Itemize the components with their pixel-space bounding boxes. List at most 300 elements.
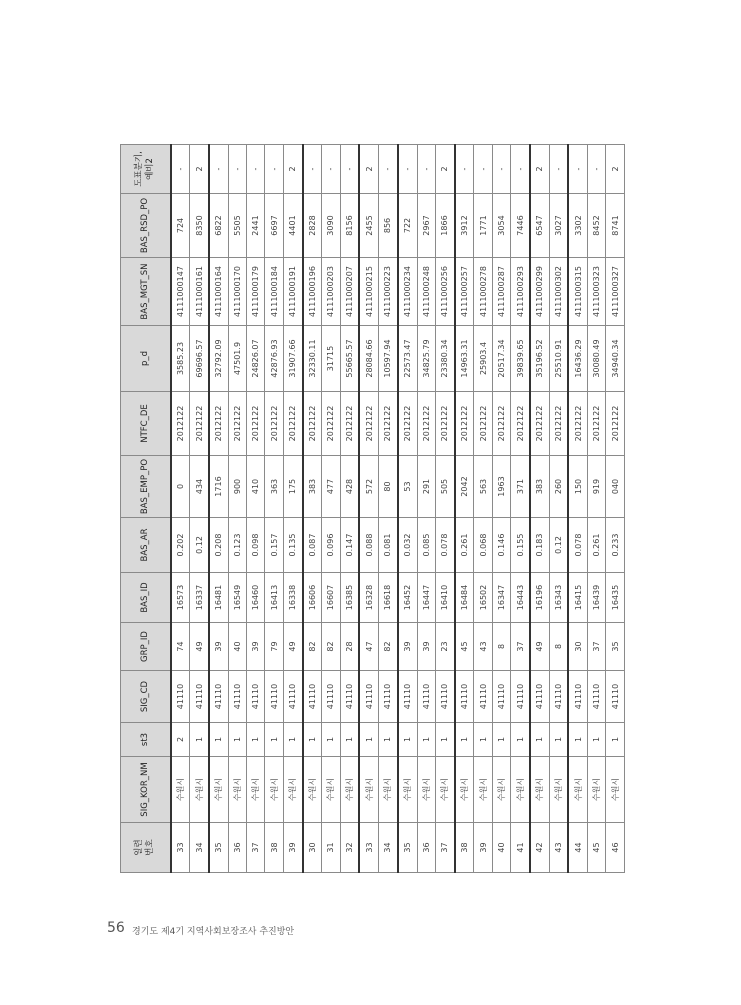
table-cell: 2 <box>530 145 549 194</box>
table-cell: 수원시 <box>340 757 359 823</box>
table-container <box>120 145 625 873</box>
table-cell: 47 <box>359 623 378 671</box>
table-cell: 82 <box>303 623 322 671</box>
table-cell: 5505 <box>228 194 246 258</box>
table-row <box>492 145 510 873</box>
table-cell: 수원시 <box>568 757 587 823</box>
table-cell: 41110 <box>455 671 474 723</box>
table-cell: 69696.57 <box>190 326 209 392</box>
table-cell: 8452 <box>588 194 606 258</box>
table-cell: 42876.93 <box>265 326 283 392</box>
table-cell: 38 <box>455 823 474 873</box>
table-cell: 41110 <box>492 671 510 723</box>
table-cell: 수원시 <box>265 757 283 823</box>
table-row <box>435 145 454 873</box>
table-cell: 41110 <box>549 671 568 723</box>
table-cell: 16347 <box>492 573 510 623</box>
table-cell: 55665.57 <box>340 326 359 392</box>
table-cell: 수원시 <box>435 757 454 823</box>
table-cell: 0.078 <box>435 518 454 573</box>
table-cell: 4111000299 <box>530 258 549 326</box>
table-cell: 4111000256 <box>435 258 454 326</box>
table-cell: 2042 <box>455 456 474 518</box>
table-cell: - <box>511 145 530 194</box>
table-cell: 53 <box>398 456 417 518</box>
table-cell: 41110 <box>435 671 454 723</box>
header-grp-id: GRP_ID <box>121 623 171 671</box>
table-cell: 0.032 <box>398 518 417 573</box>
table-cell: 3912 <box>455 194 474 258</box>
table-cell: - <box>492 145 510 194</box>
table-cell: 2 <box>190 145 209 194</box>
table-cell: 1 <box>417 723 435 757</box>
header-st3: st3 <box>121 723 171 757</box>
table-cell: 14963.31 <box>455 326 474 392</box>
table-cell: 383 <box>530 456 549 518</box>
table-cell: 32 <box>340 823 359 873</box>
table-cell: 41110 <box>283 671 302 723</box>
table-cell: 35 <box>398 823 417 873</box>
table-cell: 39 <box>417 623 435 671</box>
table-cell: 31715 <box>322 326 340 392</box>
table-cell: 2012122 <box>265 392 283 456</box>
header-sig-kor-nm: SIG_KOR_NM <box>121 757 171 823</box>
table-cell: 22573.47 <box>398 326 417 392</box>
table-cell: 43 <box>474 623 492 671</box>
table-cell: 수원시 <box>474 757 492 823</box>
table-cell: 41110 <box>190 671 209 723</box>
table-cell: 수원시 <box>190 757 209 823</box>
table-cell: 31907.66 <box>283 326 302 392</box>
table-cell: 2012122 <box>492 392 510 456</box>
table-cell: 80 <box>379 456 398 518</box>
table-cell: 1 <box>340 723 359 757</box>
table-cell: 1 <box>435 723 454 757</box>
table-cell: 8 <box>492 623 510 671</box>
table-cell: 2012122 <box>417 392 435 456</box>
table-cell: 0.096 <box>322 518 340 573</box>
table-cell: 수원시 <box>303 757 322 823</box>
table-cell: 수원시 <box>171 757 190 823</box>
table-cell: 477 <box>322 456 340 518</box>
table-row <box>228 145 246 873</box>
table-cell: 41110 <box>340 671 359 723</box>
table-cell: 수원시 <box>228 757 246 823</box>
table-cell: 1771 <box>474 194 492 258</box>
table-row <box>417 145 435 873</box>
table-cell: 1716 <box>209 456 228 518</box>
table-cell: 1 <box>228 723 246 757</box>
table-cell: 2012122 <box>511 392 530 456</box>
table-cell: 16439 <box>588 573 606 623</box>
table-cell: 25903.4 <box>474 326 492 392</box>
table-row <box>359 145 378 873</box>
table-row <box>303 145 322 873</box>
data-table <box>120 144 625 873</box>
table-cell: 16415 <box>568 573 587 623</box>
table-row <box>474 145 492 873</box>
table-cell: 10597.94 <box>379 326 398 392</box>
table-cell: 32330.11 <box>303 326 322 392</box>
table-cell: 1 <box>398 723 417 757</box>
table-cell: 2012122 <box>190 392 209 456</box>
table-cell: 363 <box>265 456 283 518</box>
table-cell: 41110 <box>228 671 246 723</box>
table-cell: 2012122 <box>398 392 417 456</box>
table-cell: 41110 <box>417 671 435 723</box>
header-sig-cd: SIG_CD <box>121 671 171 723</box>
table-cell: 16606 <box>303 573 322 623</box>
table-cell: 4111000164 <box>209 258 228 326</box>
table-cell: 41110 <box>247 671 265 723</box>
table-cell: 41110 <box>171 671 190 723</box>
table-cell: 4111000248 <box>417 258 435 326</box>
table-cell: 37 <box>588 623 606 671</box>
table-cell: 1 <box>283 723 302 757</box>
table-cell: - <box>322 145 340 194</box>
table-cell: - <box>455 145 474 194</box>
table-cell: 42 <box>530 823 549 873</box>
table-cell: 41110 <box>398 671 417 723</box>
table-cell: 수원시 <box>322 757 340 823</box>
table-cell: 28084.66 <box>359 326 378 392</box>
table-cell: 37 <box>247 823 265 873</box>
table-cell: 1 <box>549 723 568 757</box>
table-cell: 2012122 <box>340 392 359 456</box>
table-cell: - <box>474 145 492 194</box>
table-cell: 371 <box>511 456 530 518</box>
table-cell: 2441 <box>247 194 265 258</box>
table-cell: 2012122 <box>379 392 398 456</box>
table-cell: 0.135 <box>283 518 302 573</box>
table-cell: 44 <box>568 823 587 873</box>
table-cell: 6547 <box>530 194 549 258</box>
table-cell: 1 <box>322 723 340 757</box>
table-cell: 4111000161 <box>190 258 209 326</box>
table-cell: 2828 <box>303 194 322 258</box>
table-cell: 4111000302 <box>549 258 568 326</box>
table-cell: 4111000215 <box>359 258 378 326</box>
table-cell: 41110 <box>530 671 549 723</box>
table-cell: - <box>568 145 587 194</box>
table-row <box>340 145 359 873</box>
table-cell: 1 <box>303 723 322 757</box>
table-cell: 505 <box>435 456 454 518</box>
table-cell: 8156 <box>340 194 359 258</box>
table-cell: 39 <box>474 823 492 873</box>
table-row <box>190 145 209 873</box>
table-cell: 0.146 <box>492 518 510 573</box>
table-cell: 2 <box>359 145 378 194</box>
table-cell: 37 <box>511 623 530 671</box>
table-cell: 25510.91 <box>549 326 568 392</box>
table-cell: 16436.29 <box>568 326 587 392</box>
table-cell: 16484 <box>455 573 474 623</box>
table-cell: 46 <box>606 823 625 873</box>
table-cell: 20517.34 <box>492 326 510 392</box>
table-cell: 1 <box>588 723 606 757</box>
table-cell: 2012122 <box>171 392 190 456</box>
table-cell: - <box>303 145 322 194</box>
table-cell: 0.085 <box>417 518 435 573</box>
table-cell: 41110 <box>265 671 283 723</box>
table-cell: 8741 <box>606 194 625 258</box>
table-cell: - <box>247 145 265 194</box>
header-bas-mgt-sn: BAS_MGT_SN <box>121 258 171 326</box>
table-cell: 1866 <box>435 194 454 258</box>
table-cell: 31 <box>322 823 340 873</box>
table-cell: - <box>417 145 435 194</box>
table-cell: 49 <box>190 623 209 671</box>
table-cell: 30 <box>568 623 587 671</box>
table-cell: 수원시 <box>588 757 606 823</box>
table-cell: 410 <box>247 456 265 518</box>
table-cell: 41110 <box>359 671 378 723</box>
table-cell: 24826.07 <box>247 326 265 392</box>
table-cell: 3054 <box>492 194 510 258</box>
table-cell: 1 <box>190 723 209 757</box>
table-cell: 1 <box>511 723 530 757</box>
table-cell: 0.068 <box>474 518 492 573</box>
table-cell: 1 <box>455 723 474 757</box>
table-cell: - <box>379 145 398 194</box>
rotated-table-frame <box>120 145 625 873</box>
table-cell: 47501.9 <box>228 326 246 392</box>
table-cell: 41110 <box>606 671 625 723</box>
table-cell: 41110 <box>511 671 530 723</box>
table-cell: 23 <box>435 623 454 671</box>
table-cell: 16573 <box>171 573 190 623</box>
table-row <box>209 145 228 873</box>
table-cell: 4111000323 <box>588 258 606 326</box>
table-cell: 2012122 <box>549 392 568 456</box>
table-cell: 수원시 <box>283 757 302 823</box>
table-cell: 1963 <box>492 456 510 518</box>
header-bas-ar: BAS_AR <box>121 518 171 573</box>
table-cell: 39 <box>209 623 228 671</box>
table-cell: 수원시 <box>359 757 378 823</box>
table-cell: 040 <box>606 456 625 518</box>
table-cell: 수원시 <box>492 757 510 823</box>
table-cell: 36 <box>417 823 435 873</box>
table-cell: - <box>228 145 246 194</box>
table-row <box>530 145 549 873</box>
header-bas-id: BAS_ID <box>121 573 171 623</box>
table-cell: 34940.34 <box>606 326 625 392</box>
table-cell: 2012122 <box>435 392 454 456</box>
table-cell: 0.261 <box>455 518 474 573</box>
table-cell: 3090 <box>322 194 340 258</box>
table-cell: 0.12 <box>190 518 209 573</box>
table-cell: 2012122 <box>474 392 492 456</box>
table-cell: 4111000223 <box>379 258 398 326</box>
table-cell: 43 <box>549 823 568 873</box>
table-cell: 41110 <box>209 671 228 723</box>
page-caption: 경기도 제4기 지역사회보장조사 추진방안 <box>132 927 295 937</box>
table-cell: 34 <box>379 823 398 873</box>
table-cell: - <box>398 145 417 194</box>
table-cell: 0.147 <box>340 518 359 573</box>
page-number: 56 <box>107 920 125 936</box>
table-row <box>322 145 340 873</box>
table-cell: 4111000278 <box>474 258 492 326</box>
table-row <box>549 145 568 873</box>
table-cell: 1 <box>379 723 398 757</box>
table-cell: 16502 <box>474 573 492 623</box>
table-cell: 수원시 <box>455 757 474 823</box>
table-cell: 0.081 <box>379 518 398 573</box>
table-body <box>171 145 625 873</box>
table-cell: 16435 <box>606 573 625 623</box>
table-cell: 30080.49 <box>588 326 606 392</box>
table-cell: 16338 <box>283 573 302 623</box>
table-cell: 수원시 <box>398 757 417 823</box>
table-cell: 41110 <box>588 671 606 723</box>
table-cell: 16481 <box>209 573 228 623</box>
table-cell: 16196 <box>530 573 549 623</box>
table-cell: 수원시 <box>511 757 530 823</box>
table-cell: 41110 <box>568 671 587 723</box>
table-cell: 2 <box>283 145 302 194</box>
table-cell: 856 <box>379 194 398 258</box>
table-cell: 16447 <box>417 573 435 623</box>
table-cell: 8 <box>549 623 568 671</box>
table-row <box>606 145 625 873</box>
table-cell: 수원시 <box>209 757 228 823</box>
table-cell: 1 <box>209 723 228 757</box>
table-cell: 16413 <box>265 573 283 623</box>
table-cell: 49 <box>283 623 302 671</box>
table-cell: 0.087 <box>303 518 322 573</box>
table-cell: 0.088 <box>359 518 378 573</box>
table-cell: 0.157 <box>265 518 283 573</box>
table-cell: 35196.52 <box>530 326 549 392</box>
table-cell: 1 <box>492 723 510 757</box>
header-bas-emp-po: BAS_EMP_PO <box>121 456 171 518</box>
table-cell: 4111000191 <box>283 258 302 326</box>
table-cell: 291 <box>417 456 435 518</box>
table-cell: 2012122 <box>228 392 246 456</box>
table-cell: 수원시 <box>549 757 568 823</box>
table-cell: 35 <box>209 823 228 873</box>
table-cell: 0.208 <box>209 518 228 573</box>
table-cell: 82 <box>322 623 340 671</box>
table-cell: 0 <box>171 456 190 518</box>
table-row <box>379 145 398 873</box>
table-cell: 4401 <box>283 194 302 258</box>
table-cell: 428 <box>340 456 359 518</box>
table-cell: 2012122 <box>247 392 265 456</box>
table-cell: 수원시 <box>530 757 549 823</box>
table-header-row <box>121 145 171 873</box>
table-cell: 수원시 <box>247 757 265 823</box>
table-cell: 0.261 <box>588 518 606 573</box>
table-cell: 38 <box>265 823 283 873</box>
table-cell: 2967 <box>417 194 435 258</box>
table-cell: 7446 <box>511 194 530 258</box>
table-cell: 2012122 <box>283 392 302 456</box>
table-cell: 1 <box>359 723 378 757</box>
table-cell: 16337 <box>190 573 209 623</box>
table-cell: 2012122 <box>359 392 378 456</box>
table-cell: - <box>340 145 359 194</box>
table-cell: 49 <box>530 623 549 671</box>
table-cell: 79 <box>265 623 283 671</box>
table-cell: 41110 <box>322 671 340 723</box>
table-cell: 150 <box>568 456 587 518</box>
table-cell: 16385 <box>340 573 359 623</box>
table-cell: 74 <box>171 623 190 671</box>
table-cell: 4111000179 <box>247 258 265 326</box>
table-cell: 16328 <box>359 573 378 623</box>
table-cell: 2012122 <box>209 392 228 456</box>
table-cell: - <box>549 145 568 194</box>
table-cell: 6697 <box>265 194 283 258</box>
table-cell: 900 <box>228 456 246 518</box>
table-cell: 33 <box>359 823 378 873</box>
table-cell: 8350 <box>190 194 209 258</box>
table-cell: 16549 <box>228 573 246 623</box>
table-cell: 4111000234 <box>398 258 417 326</box>
table-cell: - <box>588 145 606 194</box>
table-cell: 919 <box>588 456 606 518</box>
table-row <box>455 145 474 873</box>
table-cell: 2012122 <box>322 392 340 456</box>
table-row <box>283 145 302 873</box>
table-cell: 40 <box>492 823 510 873</box>
table-cell: 39 <box>283 823 302 873</box>
table-cell: 수원시 <box>417 757 435 823</box>
header-p-d: p_d <box>121 326 171 392</box>
table-cell: 3585.23 <box>171 326 190 392</box>
table-cell: 4111000196 <box>303 258 322 326</box>
table-cell: 3027 <box>549 194 568 258</box>
table-cell: 2012122 <box>568 392 587 456</box>
table-cell: 4111000293 <box>511 258 530 326</box>
table-cell: 16452 <box>398 573 417 623</box>
table-cell: 수원시 <box>379 757 398 823</box>
table-cell: 40 <box>228 623 246 671</box>
table-cell: 4111000147 <box>171 258 190 326</box>
table-cell: 2012122 <box>588 392 606 456</box>
table-cell: 23380.34 <box>435 326 454 392</box>
table-cell: 4111000170 <box>228 258 246 326</box>
table-cell: 41110 <box>303 671 322 723</box>
header-reserve-2: 도표분기, 예비2 <box>121 145 171 194</box>
table-cell: 0.078 <box>568 518 587 573</box>
table-cell: 2012122 <box>530 392 549 456</box>
table-cell: 2 <box>171 723 190 757</box>
table-row <box>398 145 417 873</box>
table-cell: 722 <box>398 194 417 258</box>
table-cell: 39839.65 <box>511 326 530 392</box>
table-cell: 4111000184 <box>265 258 283 326</box>
table-cell: 41 <box>511 823 530 873</box>
table-cell: 2 <box>435 145 454 194</box>
table-cell: 4111000207 <box>340 258 359 326</box>
table-cell: 45 <box>588 823 606 873</box>
table-cell: 수원시 <box>606 757 625 823</box>
table-cell: - <box>265 145 283 194</box>
table-cell: 0.12 <box>549 518 568 573</box>
table-cell: 82 <box>379 623 398 671</box>
table-cell: 0.183 <box>530 518 549 573</box>
table-cell: 3302 <box>568 194 587 258</box>
header-serial-number: 일련 번호 <box>121 823 171 873</box>
table-cell: 45 <box>455 623 474 671</box>
table-cell: 2455 <box>359 194 378 258</box>
table-cell: 16343 <box>549 573 568 623</box>
